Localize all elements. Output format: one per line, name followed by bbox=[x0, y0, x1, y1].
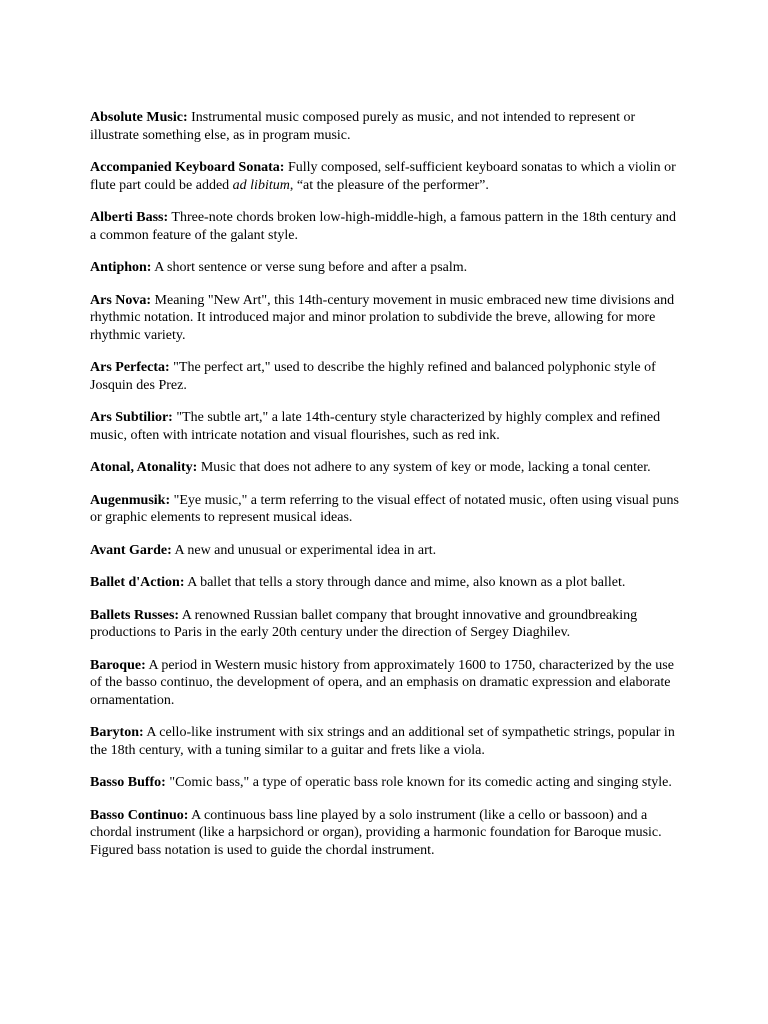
glossary-definition: Instrumental music composed purely as music, and not intended to represent or illustrate something else, as in program music. bbox=[90, 110, 636, 143]
glossary-entry-baryton bbox=[90, 724, 680, 759]
glossary-term: Baryton: bbox=[90, 725, 144, 740]
glossary-definition: "Eye music," a term referring to the visual effect of notated music, often using visual puns or graphic elements to represent musical ideas. bbox=[90, 492, 679, 525]
glossary-definition: "Comic bass," a type of operatic bass role known for its comedic acting and singing style. bbox=[165, 775, 672, 790]
glossary-entry-ballet-d-action bbox=[90, 574, 680, 592]
glossary-term: Ars Subtilior: bbox=[90, 410, 173, 425]
glossary-entry-atonality bbox=[90, 459, 680, 477]
glossary-definition: A renowned Russian ballet company that brought innovative and groundbreaking productions to Paris in the early 20th century under the direction of Sergey Diaghilev. bbox=[90, 607, 638, 640]
glossary-entry-ars-subtilior bbox=[90, 409, 680, 444]
glossary-entry-absolute-music bbox=[90, 109, 680, 144]
glossary-definition: Fully composed, self-sufficient keyboard sonatas to which a violin or flute part could be added bbox=[90, 160, 676, 193]
glossary-definition: A short sentence or verse sung before and after a psalm. bbox=[151, 260, 468, 275]
glossary-definition: Music that does not adhere to any system of key or mode, lacking a tonal center. bbox=[197, 460, 651, 475]
glossary-list bbox=[90, 109, 680, 874]
glossary-definition: A new and unusual or experimental idea in art. bbox=[171, 542, 437, 558]
glossary-term: Baroque: bbox=[90, 657, 146, 673]
glossary-entry-ars-nova bbox=[90, 292, 680, 345]
glossary-term: Absolute Music: bbox=[90, 110, 188, 125]
glossary-entry-baroque bbox=[90, 657, 680, 710]
glossary-entry-augenmusik bbox=[90, 492, 680, 527]
glossary-term: Augenmusik: bbox=[90, 492, 171, 508]
glossary-definition: A continuous bass line played by a solo instrument (like a cello or bassoon) and a chordal instrument (like a harpsichord or organ), providing a harmonic foundation for Baroque music. Figured bass notation is used to guide the chordal instrument. bbox=[90, 807, 662, 858]
glossary-term: Ballet d'Action: bbox=[90, 575, 185, 590]
glossary-definition: "The subtle art," a late 14th-century style characterized by highly complex and refined music, often with intricate notation and visual flourishes, such as red ink. bbox=[90, 410, 661, 443]
glossary-definition-italic: ad libitum bbox=[232, 177, 290, 193]
glossary-entry-antiphon bbox=[90, 259, 680, 277]
glossary-definition: A cello-like instrument with six strings and an additional set of sympathetic strings, popular in the 18th century, with a tuning similar to a guitar and frets like a viola. bbox=[90, 725, 675, 758]
glossary-definition: "The perfect art," used to describe the highly refined and balanced polyphonic style of Josquin des Prez. bbox=[90, 360, 656, 393]
glossary-entry-basso-continuo bbox=[90, 807, 680, 860]
glossary-entry-avant-garde bbox=[90, 542, 680, 560]
glossary-definition: A period in Western music history from approximately 1600 to 1750, characterized by the use of the basso continuo, the development of opera, and an emphasis on dramatic expression and elaborate ornamentation. bbox=[90, 657, 674, 708]
glossary-term: Basso Continuo: bbox=[90, 807, 189, 823]
glossary-definition: Three-note chords broken low-high-middle-high, a famous pattern in the 18th century and a common feature of the galant style. bbox=[90, 210, 677, 243]
glossary-entry-accompanied-keyboard-sonata bbox=[90, 159, 680, 194]
glossary-term: Atonal, Atonality: bbox=[90, 460, 198, 475]
glossary-term: Alberti Bass: bbox=[90, 210, 169, 225]
glossary-definition: , “at the pleasure of the performer”. bbox=[289, 177, 489, 193]
glossary-term: Ars Perfecta: bbox=[90, 360, 170, 375]
glossary-term: Basso Buffo: bbox=[90, 775, 166, 790]
glossary-term: Ballets Russes: bbox=[90, 607, 180, 623]
glossary-term: Avant Garde: bbox=[90, 542, 172, 558]
glossary-definition: A ballet that tells a story through dance and mime, also known as a plot ballet. bbox=[184, 575, 626, 590]
glossary-term: Accompanied Keyboard Sonata: bbox=[90, 160, 285, 175]
glossary-entry-ars-perfecta bbox=[90, 359, 680, 394]
glossary-entry-basso-buffo bbox=[90, 774, 680, 792]
glossary-definition: Meaning "New Art", this 14th-century movement in music embraced new time divisions and rhythmic notation. It introduced major and minor prolation to subdivide the breve, allowing for more rhythmic variety. bbox=[90, 292, 675, 343]
glossary-term: Antiphon: bbox=[90, 260, 152, 275]
glossary-entry-alberti-bass bbox=[90, 209, 680, 244]
glossary-term: Ars Nova: bbox=[90, 292, 152, 308]
glossary-entry-ballets-russes bbox=[90, 607, 680, 642]
